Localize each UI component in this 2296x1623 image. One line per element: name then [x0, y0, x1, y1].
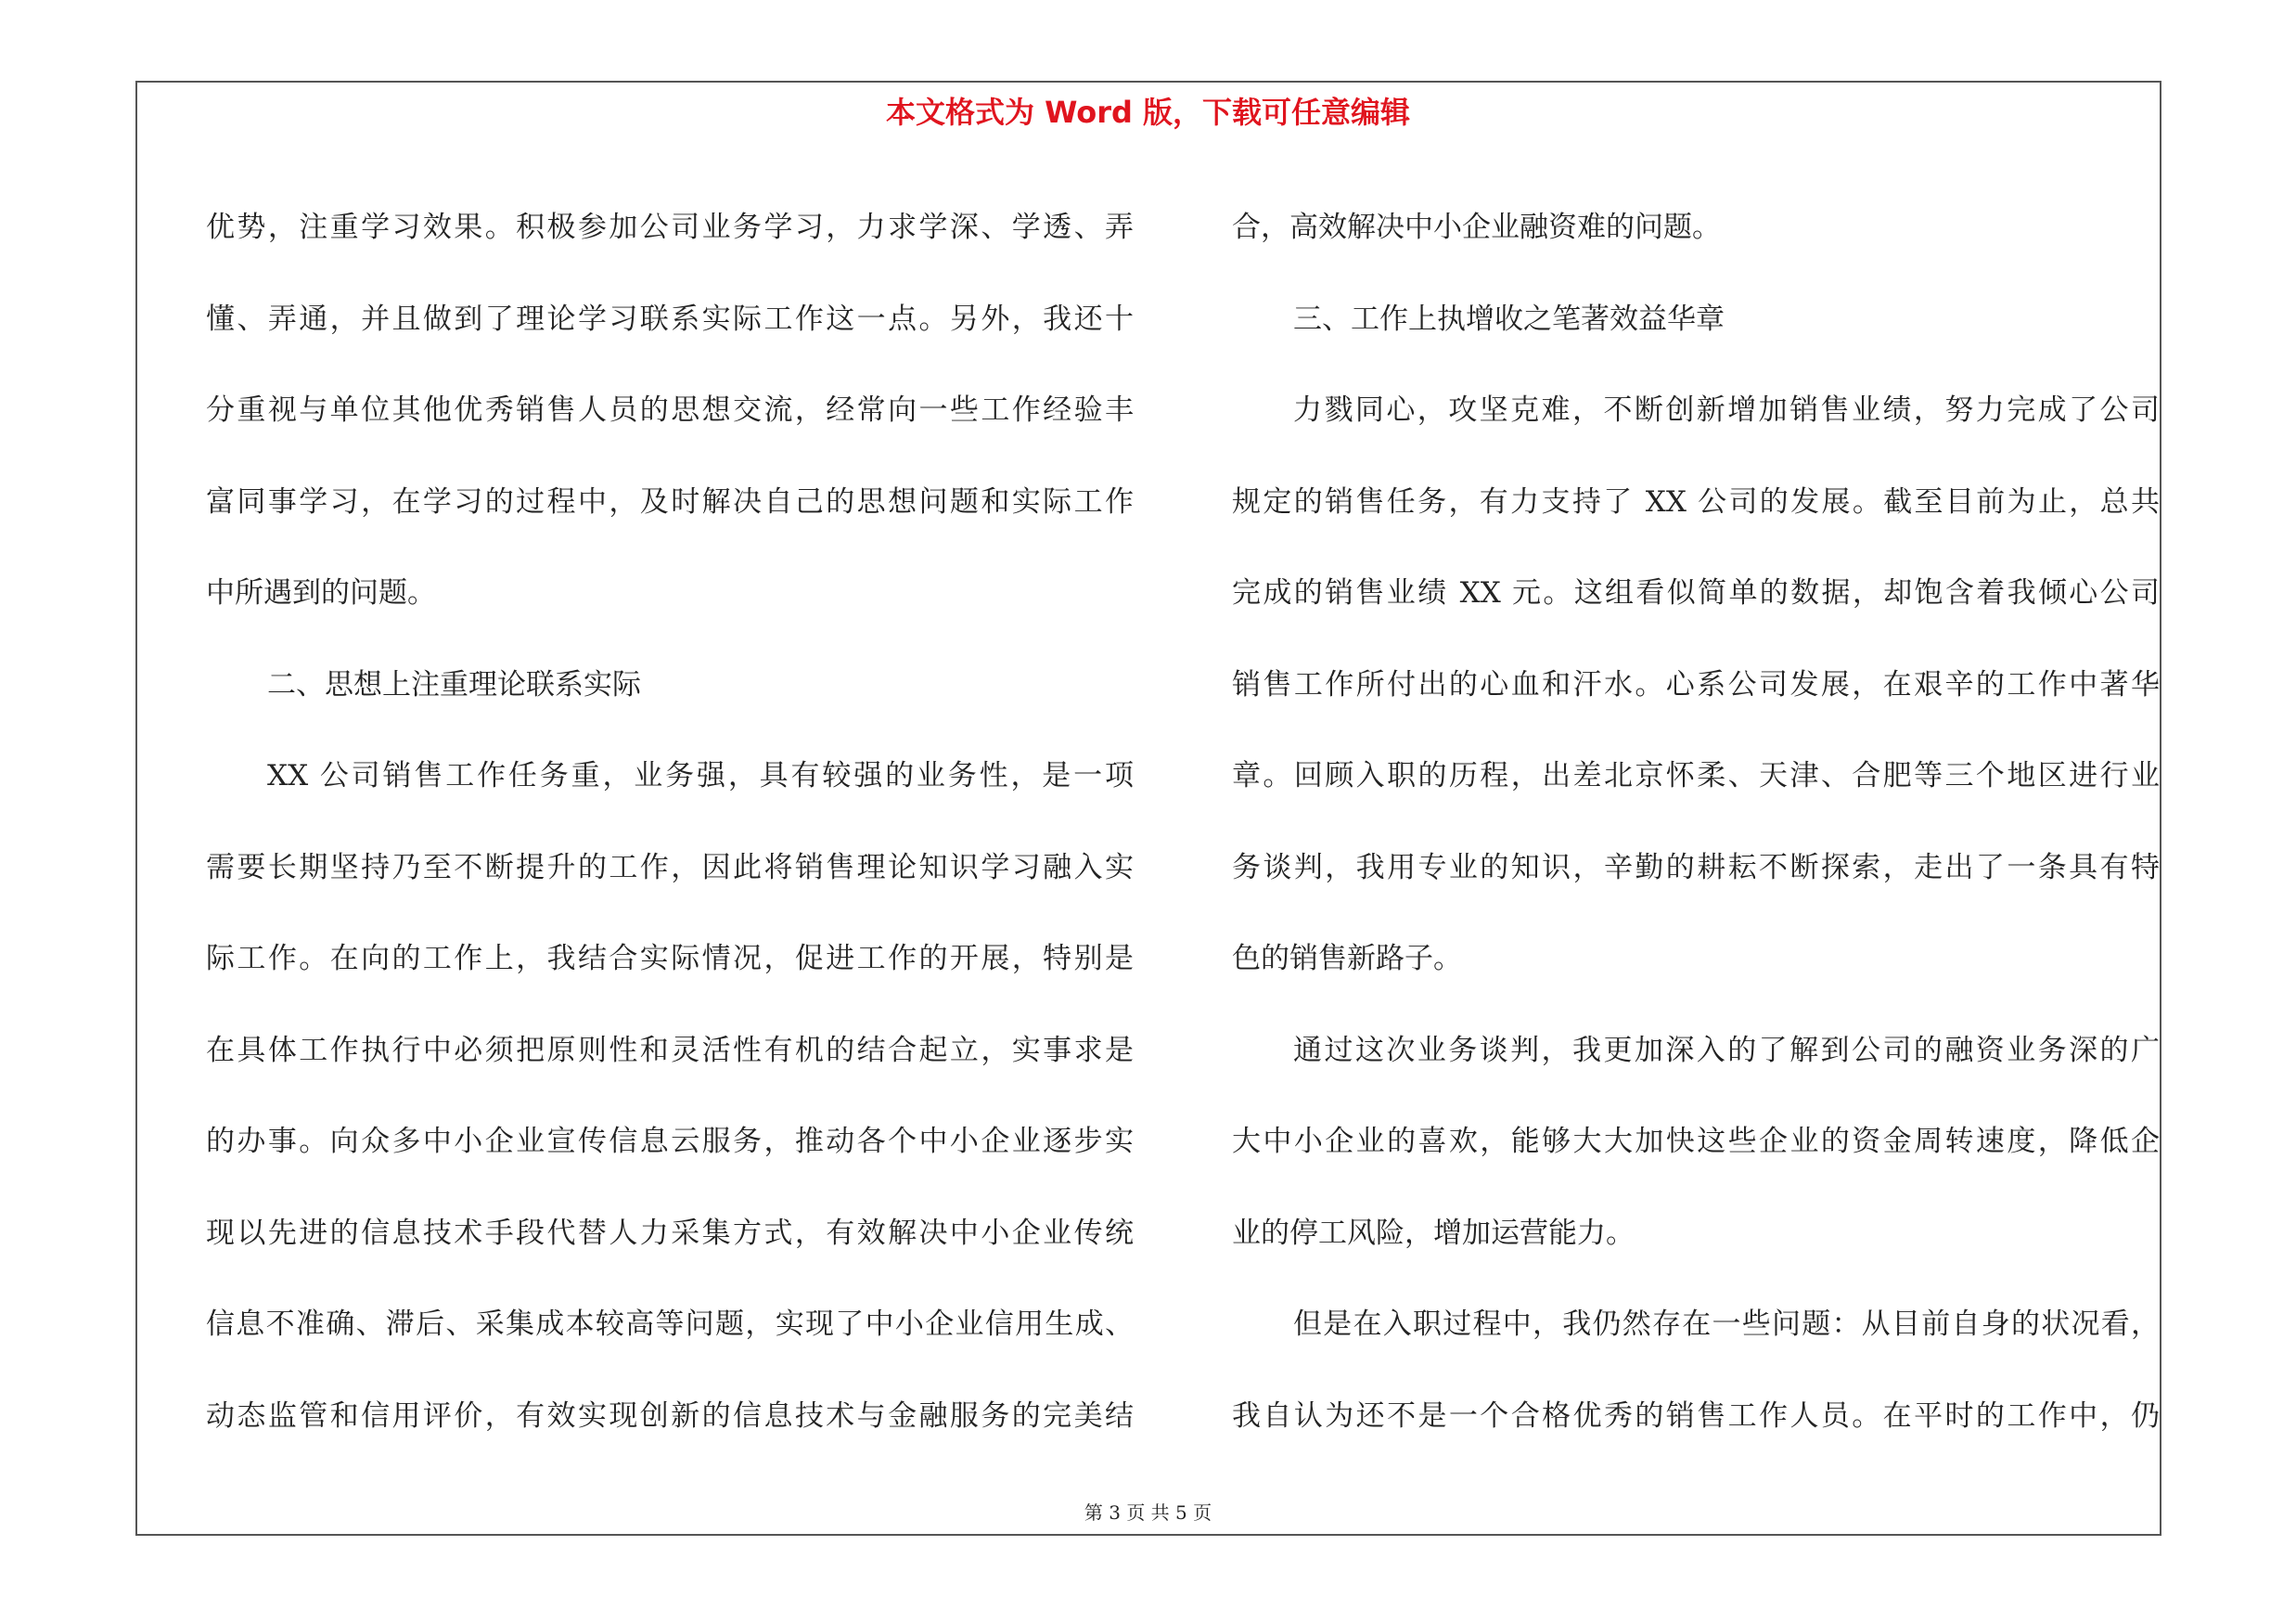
text-line: 的办事。向众多中小企业宣传信息云服务，推动各个中小企业逐步实 [206, 1125, 1134, 1158]
text-line: 大中小企业的喜欢，能够大大加快这些企业的资金周转速度，降低企 [1232, 1125, 2160, 1158]
right-column [1232, 182, 2160, 1462]
text-line: 懂、弄通，并且做到了理论学习联系实际工作这一点。另外，我还十 [206, 302, 1134, 336]
text-line: 但是在入职过程中，我仍然存在一些问题：从目前自身的状况看， [1293, 1307, 2160, 1341]
text-line: 动态监管和信用评价，有效实现创新的信息技术与金融服务的完美结 [206, 1398, 1134, 1433]
section-heading: 三、工作上执增收之笔著效益华章 [1293, 302, 1725, 336]
text-line: 信息不准确、滞后、采集成本较高等问题，实现了中小企业信用生成、 [206, 1307, 1134, 1341]
text-line: 富同事学习，在学习的过程中，及时解决自己的思想问题和实际工作 [206, 484, 1134, 519]
text-line: 我自认为还不是一个合格优秀的销售工作人员。在平时的工作中，仍 [1232, 1398, 2160, 1433]
left-column [206, 182, 1134, 1462]
text-line: 际工作。在向的工作上，我结合实际情况，促进工作的开展，特别是 [206, 942, 1134, 975]
text-line: 分重视与单位其他优秀销售人员的思想交流，经常向一些工作经验丰 [206, 393, 1134, 427]
text-line: 在具体工作执行中必须把原则性和灵活性有机的结合起立，实事求是 [206, 1033, 1134, 1067]
text-line: 章。回顾入职的历程，出差北京怀柔、天津、合肥等三个地区进行业 [1232, 759, 2160, 792]
section-heading: 二、思想上注重理论联系实际 [267, 667, 641, 702]
text-line: 通过这次业务谈判，我更加深入的了解到公司的融资业务深的广 [1293, 1033, 2160, 1067]
text-line: 优势，注重学习效果。积极参加公司业务学习，力求学深、学透、弄 [206, 211, 1134, 244]
text-line: 力戮同心，攻坚克难，不断创新增加销售业绩，努力完成了公司 [1293, 393, 2160, 427]
page-number-footer: 第 3 页 共 5 页 [1084, 1501, 1212, 1524]
text-line: 销售工作所付出的心血和汗水。心系公司发展，在艰辛的工作中著华 [1232, 667, 2160, 702]
text-line: 色的销售新路子。 [1232, 942, 1462, 975]
text-line: 务谈判，我用专业的知识，辛勤的耕耘不断探索，走出了一条具有特 [1232, 850, 2160, 884]
format-notice-banner: 本文格式为 Word 版，下载可任意编辑 [885, 95, 1411, 130]
text-line: 现以先进的信息技术手段代替人力采集方式，有效解决中小企业传统 [206, 1216, 1134, 1250]
text-line: 合，高效解决中小企业融资难的问题。 [1232, 211, 1721, 244]
text-line: 完成的销售业绩 XX 元。这组看似简单的数据，却饱含着我倾心公司 [1232, 576, 2160, 610]
text-line: 业的停工风险，增加运营能力。 [1232, 1216, 1635, 1250]
text-line: 需要长期坚持乃至不断提升的工作，因此将销售理论知识学习融入实 [206, 850, 1134, 884]
text-line: 中所遇到的问题。 [206, 576, 436, 610]
text-line: XX 公司销售工作任务重，业务强，具有较强的业务性，是一项 [267, 759, 1134, 792]
text-line: 规定的销售任务，有力支持了 XX 公司的发展。截至目前为止，总共 [1232, 484, 2160, 519]
